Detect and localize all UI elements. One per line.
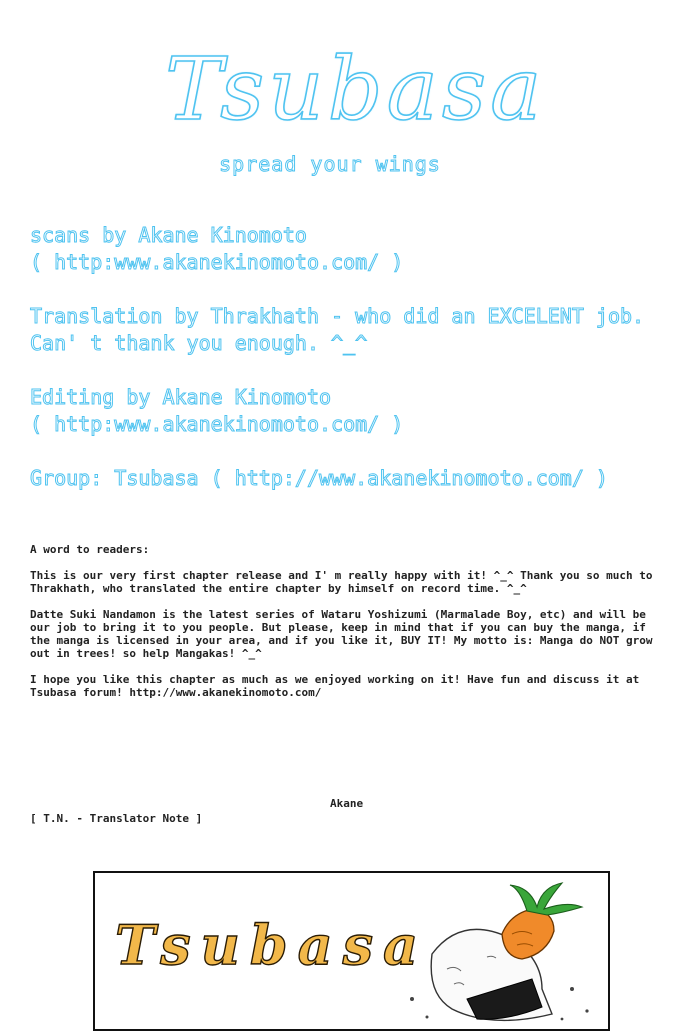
logo-title: Tsubasa bbox=[165, 40, 546, 140]
credit-translation: Translation by Thrakhath - who did an EXCELENT job. Can' t thank you enough. ^_^ bbox=[30, 304, 645, 355]
note-heading: A word to readers: bbox=[30, 543, 150, 556]
translator-note-label: [ T.N. - Translator Note ] bbox=[30, 812, 203, 825]
onigiri-carrot-illustration bbox=[392, 879, 602, 1029]
credits-block bbox=[30, 222, 690, 492]
note-paragraph: I hope you like this chapter as much as we enjoyed working on it! Have fun and discuss it at Tsubasa forum! http://www.akanekinomoto.com/ bbox=[30, 673, 640, 699]
credit-scans: scans by Akane Kinomoto ( http:www.akanekinomoto.com/ ) bbox=[30, 223, 404, 274]
readers-note bbox=[30, 543, 660, 712]
banner-title: Tsubasa bbox=[115, 913, 429, 977]
note-paragraph: This is our very first chapter release and I' m really happy with it! ^_^ Thank you so much to Thrakhath, who translated the entire chapter by himself on record time. ^_^ bbox=[30, 569, 653, 595]
group-banner bbox=[93, 871, 610, 1031]
note-paragraph: Datte Suki Nandamon is the latest series of Wataru Yoshizumi (Marmalade Boy, etc) and will be our job to bring it to you people. But please, keep in mind that if you can buy the manga, if the manga is licensed in your area, and if you like it, BUY IT! My motto is: Manga do NOT grow out in trees! so help Mangakas! ^_^ bbox=[30, 608, 653, 660]
note-signature: Akane bbox=[330, 797, 364, 810]
logo-tagline: spread your wings bbox=[219, 152, 441, 176]
credit-editing: Editing by Akane Kinomoto ( http:www.akanekinomoto.com/ ) bbox=[30, 385, 404, 436]
carrot-icon bbox=[502, 909, 554, 959]
leaf-icon bbox=[510, 883, 582, 915]
credit-group: Group: Tsubasa ( http://www.akanekinomoto.com/ ) bbox=[30, 466, 608, 490]
